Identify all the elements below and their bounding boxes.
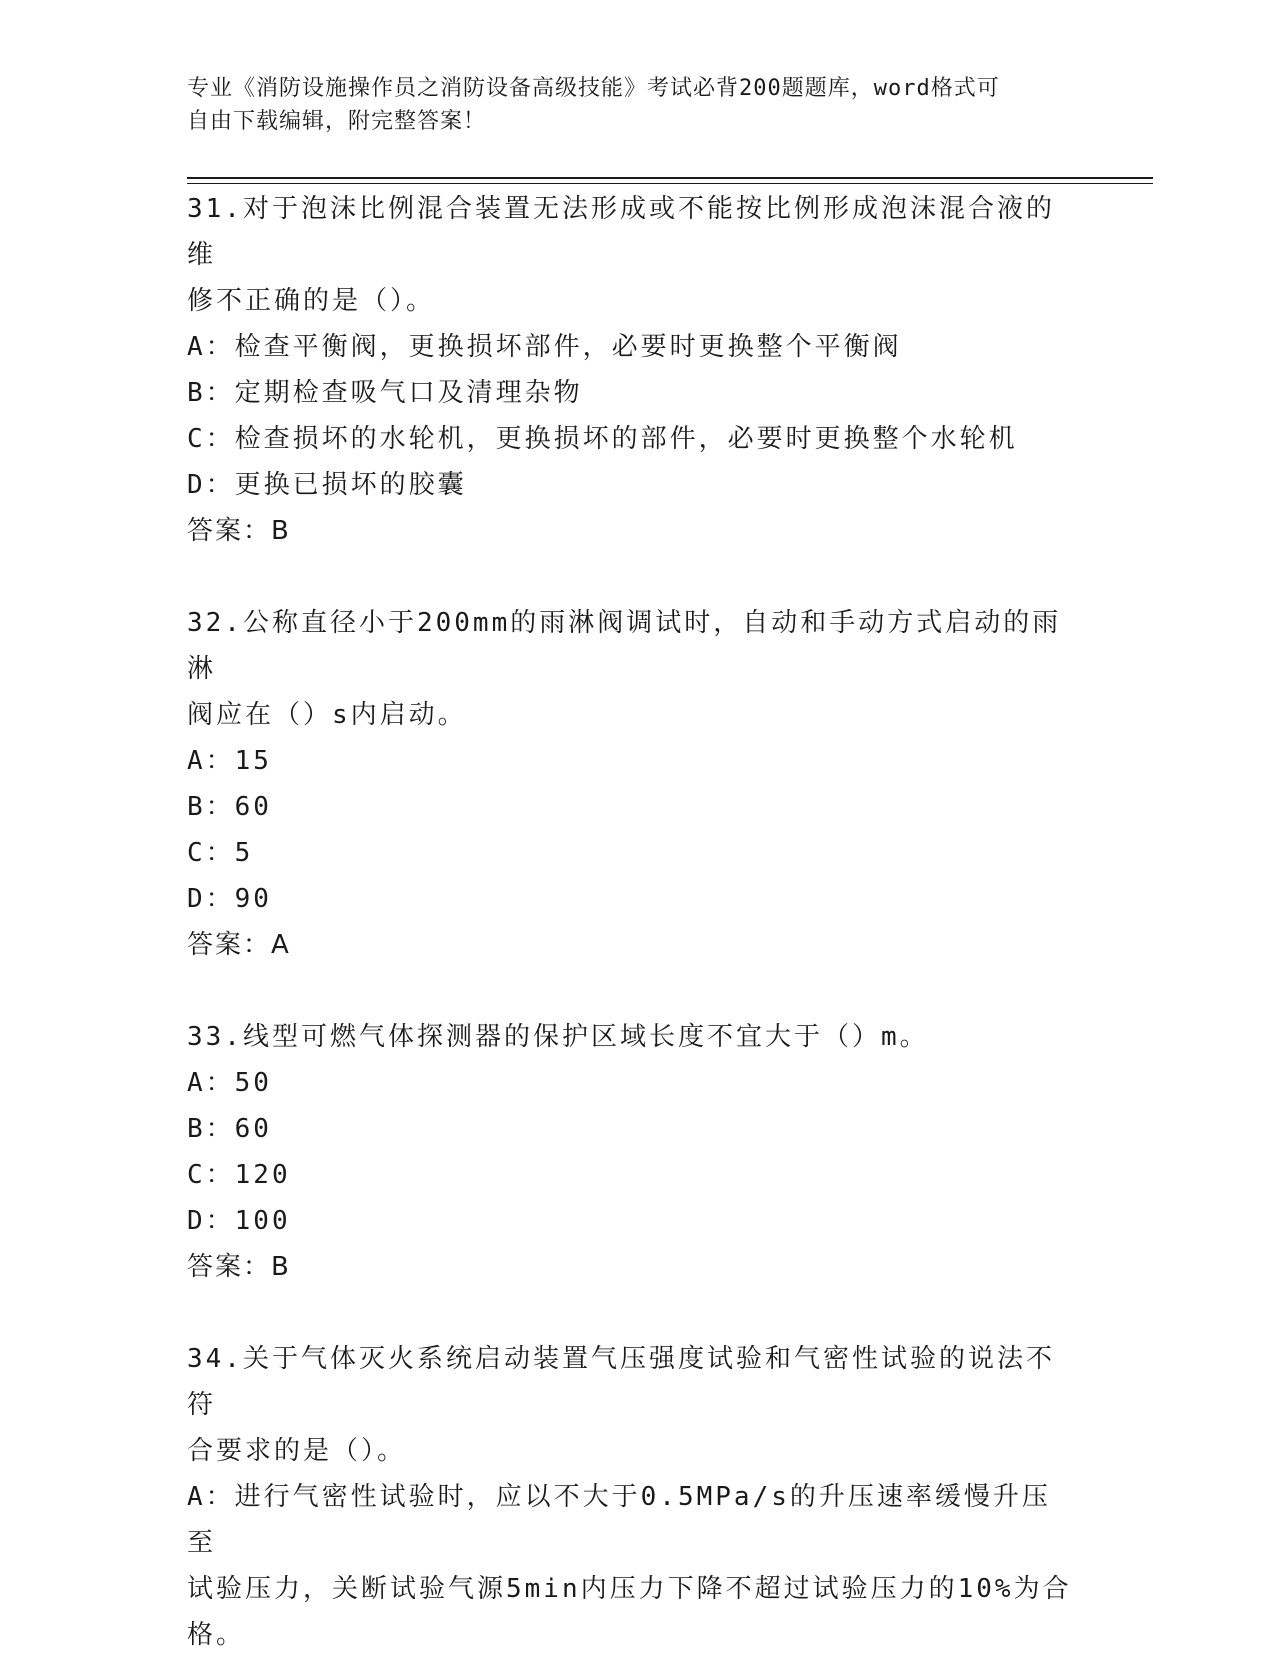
option-c: C：5 bbox=[187, 838, 254, 868]
answer-line: 答案：B bbox=[187, 1252, 291, 1282]
option-d: D：100 bbox=[187, 1206, 291, 1236]
option-b: B：定期检查吸气口及清理杂物 bbox=[187, 378, 583, 408]
option-a: A：50 bbox=[187, 1068, 272, 1098]
option-b: B：60 bbox=[187, 1114, 272, 1144]
question-stem-line: 合要求的是（）。 bbox=[187, 1436, 407, 1466]
option-a: A：进行气密性试验时，应以不大于0.5MPa/s的升压速率缓慢升压至 bbox=[187, 1482, 1051, 1558]
document-header bbox=[187, 72, 1067, 138]
question-stem-line: 33.线型可燃气体探测器的保护区域长度不宜大于（）m。 bbox=[187, 1022, 929, 1052]
question-stem-line: 32.公称直径小于200mm的雨淋阀调试时，自动和手动方式启动的雨淋 bbox=[187, 608, 1062, 684]
header-divider-thin bbox=[187, 183, 1153, 184]
question-stem-line: 修不正确的是（）。 bbox=[187, 286, 436, 316]
option-d: D：90 bbox=[187, 884, 272, 914]
option-a-continued: 格。 bbox=[187, 1620, 246, 1650]
option-c: C：检查损坏的水轮机，更换损坏的部件，必要时更换整个水轮机 bbox=[187, 424, 1018, 454]
question-32 bbox=[187, 600, 1077, 968]
option-a-continued: 试验压力，关断试验气源5min内压力下降不超过试验压力的10%为合 bbox=[187, 1574, 1072, 1604]
header-line-1: 专业《消防设施操作员之消防设备高级技能》考试必背200题题库，word格式可 bbox=[187, 76, 1000, 101]
question-33 bbox=[187, 1014, 1077, 1290]
answer-line: 答案：B bbox=[187, 516, 291, 546]
question-stem-line: 阀应在（）s内启动。 bbox=[187, 700, 467, 730]
option-d: D：更换已损坏的胶囊 bbox=[187, 470, 467, 500]
question-stem-line: 31.对于泡沫比例混合装置无法形成或不能按比例形成泡沫混合液的维 bbox=[187, 194, 1055, 270]
header-line-2: 自由下载编辑，附完整答案！ bbox=[187, 109, 487, 134]
option-a: A：15 bbox=[187, 746, 272, 776]
option-b: B：60 bbox=[187, 792, 272, 822]
answer-line: 答案：A bbox=[187, 930, 291, 960]
header-divider-thick bbox=[187, 177, 1153, 179]
question-34 bbox=[187, 1336, 1077, 1658]
option-c: C：120 bbox=[187, 1160, 291, 1190]
question-stem-line: 34.关于气体灭火系统启动装置气压强度试验和气密性试验的说法不符 bbox=[187, 1344, 1055, 1420]
option-a: A：检查平衡阀，更换损坏部件，必要时更换整个平衡阀 bbox=[187, 332, 902, 362]
question-list bbox=[187, 186, 1077, 1658]
question-31 bbox=[187, 186, 1077, 554]
